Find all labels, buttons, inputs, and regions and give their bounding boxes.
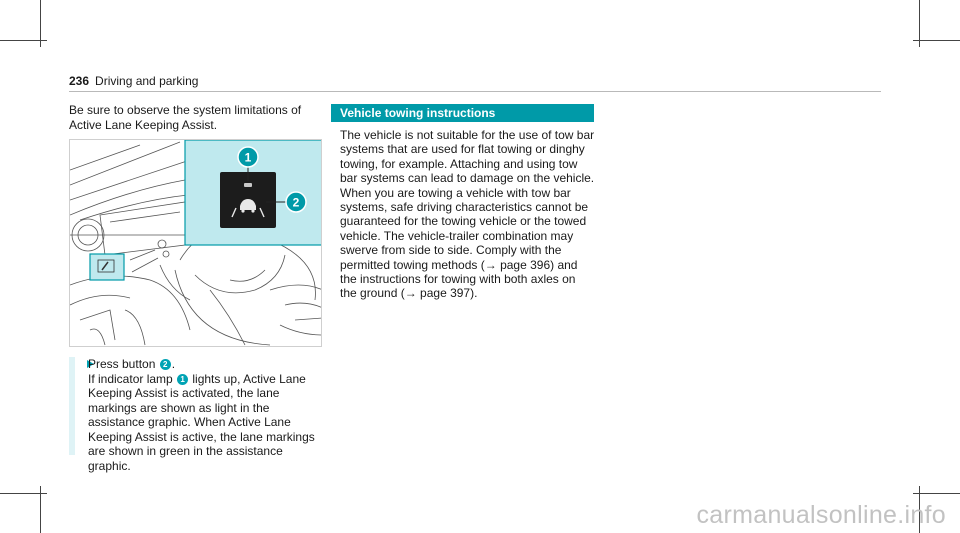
section-name: Driving and parking — [95, 74, 199, 88]
dashboard-drawing — [70, 140, 322, 347]
step-line2-end: lights up, Active Lane Keeping Assist is activated, the lane markings are shown as light in the assistance graphic. When Active Lane Keeping Assist is active, the lane markings are shown in green in the assistance graphic. — [88, 371, 315, 473]
crop-mark — [913, 493, 960, 494]
page-number: 236 — [69, 74, 90, 88]
intro-text: Be sure to observe the system limitations of Active Lane Keeping Assist. — [69, 103, 302, 132]
callout-2-ref: 2 — [160, 359, 171, 370]
instruction-bar — [69, 357, 75, 455]
callout-2-label: 2 — [292, 195, 300, 210]
page-header — [69, 74, 198, 88]
step-line1-end: . — [171, 357, 176, 371]
crop-mark — [0, 40, 47, 41]
watermark: carmanualsonline.info — [696, 501, 946, 529]
header-divider — [69, 91, 881, 92]
instruction-step — [88, 357, 328, 473]
section-title: Vehicle towing instructions — [331, 104, 594, 122]
step-line1-text: Press button — [88, 357, 159, 371]
section-body: The vehicle is not suitable for the use of tow bar systems that are used for flat towing or dinghy towing, for example. Attaching and using tow bar systems can lead to damage on the vehicle. When you are towing a vehicle with tow bar systems, safe driving characteristics cannot be guaranteed for the towing vehicle or the towed vehicle. The vehicle-trailer combination may swerve from side to side. Comply with the permitted towing methods (→ page 396) and the instructions for towing with both axles on the ground (→ page 397). — [340, 128, 595, 301]
crop-mark — [913, 40, 960, 41]
callout-1-label: 1 — [244, 150, 252, 165]
crop-mark — [0, 493, 47, 494]
step-line2-text: If indicator lamp — [88, 371, 177, 386]
dashboard-illustration — [69, 139, 322, 347]
callout-1-ref: 1 — [177, 374, 188, 385]
